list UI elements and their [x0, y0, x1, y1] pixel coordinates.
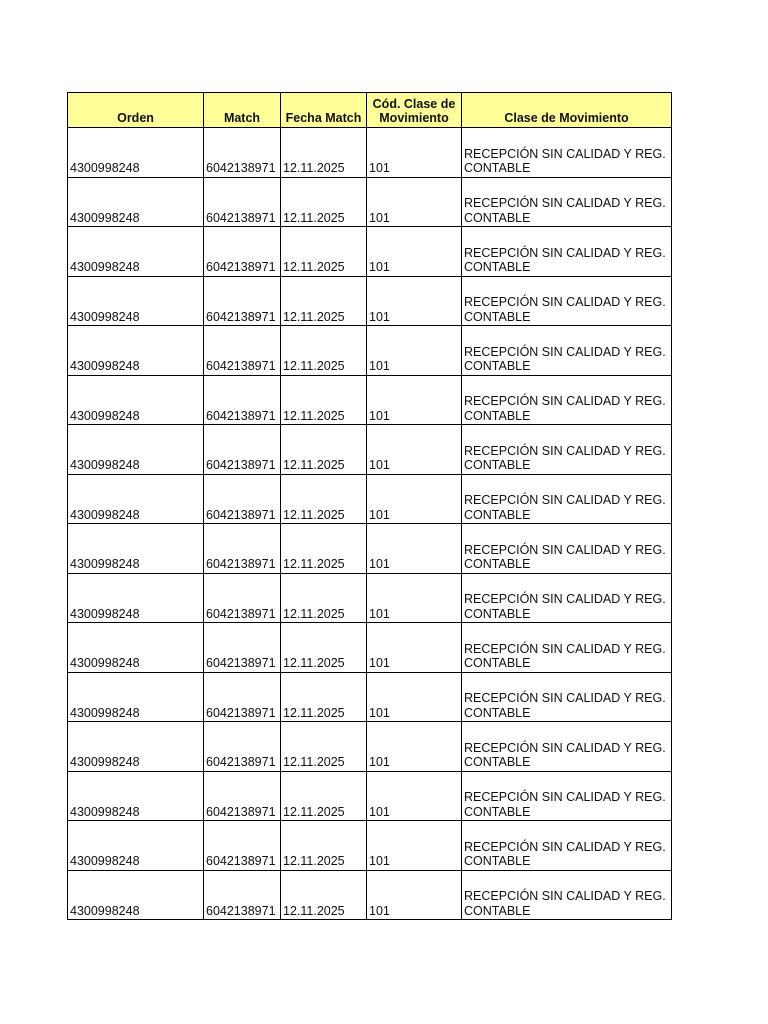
clase-movimiento-cell: RECEPCIÓN SIN CALIDAD Y REG. CONTABLE — [462, 870, 672, 920]
fecha-match-cell: 12.11.2025 — [281, 623, 367, 673]
match-cell: 6042138971 — [204, 326, 281, 376]
cod-clase-cell: 101 — [367, 573, 462, 623]
fecha-match-cell: 12.11.2025 — [281, 672, 367, 722]
clase-movimiento-cell: RECEPCIÓN SIN CALIDAD Y REG. CONTABLE — [462, 573, 672, 623]
orden-cell: 4300998248 — [68, 573, 204, 623]
match-cell: 6042138971 — [204, 227, 281, 277]
clase-movimiento-cell: RECEPCIÓN SIN CALIDAD Y REG. CONTABLE — [462, 771, 672, 821]
header-orden: Orden — [68, 93, 204, 128]
clase-movimiento-cell: RECEPCIÓN SIN CALIDAD Y REG. CONTABLE — [462, 623, 672, 673]
header-clase-movimiento: Clase de Movimiento — [462, 93, 672, 128]
cod-clase-cell: 101 — [367, 375, 462, 425]
clase-movimiento-cell: RECEPCIÓN SIN CALIDAD Y REG. CONTABLE — [462, 177, 672, 227]
cod-clase-cell: 101 — [367, 524, 462, 574]
table-row — [68, 375, 672, 425]
fecha-match-cell: 12.11.2025 — [281, 524, 367, 574]
cod-clase-cell: 101 — [367, 771, 462, 821]
table-row — [68, 573, 672, 623]
table-row — [68, 128, 672, 178]
orden-cell: 4300998248 — [68, 474, 204, 524]
clase-movimiento-cell: RECEPCIÓN SIN CALIDAD Y REG. CONTABLE — [462, 425, 672, 475]
table-row — [68, 771, 672, 821]
cod-clase-cell: 101 — [367, 276, 462, 326]
fecha-match-cell: 12.11.2025 — [281, 573, 367, 623]
fecha-match-cell: 12.11.2025 — [281, 128, 367, 178]
fecha-match-cell: 12.11.2025 — [281, 177, 367, 227]
header-cod-clase-movimiento: Cód. Clase de Movimiento — [367, 93, 462, 128]
match-cell: 6042138971 — [204, 672, 281, 722]
orden-cell: 4300998248 — [68, 326, 204, 376]
cod-clase-cell: 101 — [367, 128, 462, 178]
fecha-match-cell: 12.11.2025 — [281, 425, 367, 475]
cod-clase-cell: 101 — [367, 672, 462, 722]
movements-table — [67, 92, 672, 920]
match-cell: 6042138971 — [204, 623, 281, 673]
table-row — [68, 870, 672, 920]
fecha-match-cell: 12.11.2025 — [281, 722, 367, 772]
fecha-match-cell: 12.11.2025 — [281, 326, 367, 376]
fecha-match-cell: 12.11.2025 — [281, 821, 367, 871]
match-cell: 6042138971 — [204, 573, 281, 623]
fecha-match-cell: 12.11.2025 — [281, 771, 367, 821]
cod-clase-cell: 101 — [367, 821, 462, 871]
orden-cell: 4300998248 — [68, 375, 204, 425]
table-row — [68, 821, 672, 871]
cod-clase-cell: 101 — [367, 326, 462, 376]
cod-clase-cell: 101 — [367, 623, 462, 673]
orden-cell: 4300998248 — [68, 623, 204, 673]
fecha-match-cell: 12.11.2025 — [281, 870, 367, 920]
orden-cell: 4300998248 — [68, 722, 204, 772]
match-cell: 6042138971 — [204, 870, 281, 920]
fecha-match-cell: 12.11.2025 — [281, 474, 367, 524]
clase-movimiento-cell: RECEPCIÓN SIN CALIDAD Y REG. CONTABLE — [462, 821, 672, 871]
match-cell: 6042138971 — [204, 425, 281, 475]
table-header — [68, 93, 672, 128]
match-cell: 6042138971 — [204, 276, 281, 326]
match-cell: 6042138971 — [204, 771, 281, 821]
cod-clase-cell: 101 — [367, 177, 462, 227]
cod-clase-cell: 101 — [367, 870, 462, 920]
table-row — [68, 276, 672, 326]
cod-clase-cell: 101 — [367, 227, 462, 277]
orden-cell: 4300998248 — [68, 227, 204, 277]
match-cell: 6042138971 — [204, 821, 281, 871]
clase-movimiento-cell: RECEPCIÓN SIN CALIDAD Y REG. CONTABLE — [462, 375, 672, 425]
clase-movimiento-cell: RECEPCIÓN SIN CALIDAD Y REG. CONTABLE — [462, 276, 672, 326]
fecha-match-cell: 12.11.2025 — [281, 276, 367, 326]
cod-clase-cell: 101 — [367, 722, 462, 772]
clase-movimiento-cell: RECEPCIÓN SIN CALIDAD Y REG. CONTABLE — [462, 524, 672, 574]
cod-clase-cell: 101 — [367, 474, 462, 524]
clase-movimiento-cell: RECEPCIÓN SIN CALIDAD Y REG. CONTABLE — [462, 722, 672, 772]
orden-cell: 4300998248 — [68, 128, 204, 178]
match-cell: 6042138971 — [204, 722, 281, 772]
clase-movimiento-cell: RECEPCIÓN SIN CALIDAD Y REG. CONTABLE — [462, 128, 672, 178]
table-row — [68, 425, 672, 475]
match-cell: 6042138971 — [204, 524, 281, 574]
clase-movimiento-cell: RECEPCIÓN SIN CALIDAD Y REG. CONTABLE — [462, 227, 672, 277]
table-row — [68, 474, 672, 524]
fecha-match-cell: 12.11.2025 — [281, 375, 367, 425]
table-row — [68, 524, 672, 574]
orden-cell: 4300998248 — [68, 672, 204, 722]
table-row — [68, 722, 672, 772]
table-row — [68, 177, 672, 227]
fecha-match-cell: 12.11.2025 — [281, 227, 367, 277]
clase-movimiento-cell: RECEPCIÓN SIN CALIDAD Y REG. CONTABLE — [462, 672, 672, 722]
orden-cell: 4300998248 — [68, 870, 204, 920]
header-fecha-match: Fecha Match — [281, 93, 367, 128]
orden-cell: 4300998248 — [68, 276, 204, 326]
table-body — [68, 128, 672, 920]
table-row — [68, 672, 672, 722]
orden-cell: 4300998248 — [68, 524, 204, 574]
match-cell: 6042138971 — [204, 375, 281, 425]
clase-movimiento-cell: RECEPCIÓN SIN CALIDAD Y REG. CONTABLE — [462, 326, 672, 376]
match-cell: 6042138971 — [204, 177, 281, 227]
table-row — [68, 326, 672, 376]
table-row — [68, 623, 672, 673]
header-match: Match — [204, 93, 281, 128]
orden-cell: 4300998248 — [68, 425, 204, 475]
table-row — [68, 227, 672, 277]
orden-cell: 4300998248 — [68, 771, 204, 821]
match-cell: 6042138971 — [204, 128, 281, 178]
orden-cell: 4300998248 — [68, 177, 204, 227]
header-row — [68, 93, 672, 128]
cod-clase-cell: 101 — [367, 425, 462, 475]
clase-movimiento-cell: RECEPCIÓN SIN CALIDAD Y REG. CONTABLE — [462, 474, 672, 524]
match-cell: 6042138971 — [204, 474, 281, 524]
orden-cell: 4300998248 — [68, 821, 204, 871]
